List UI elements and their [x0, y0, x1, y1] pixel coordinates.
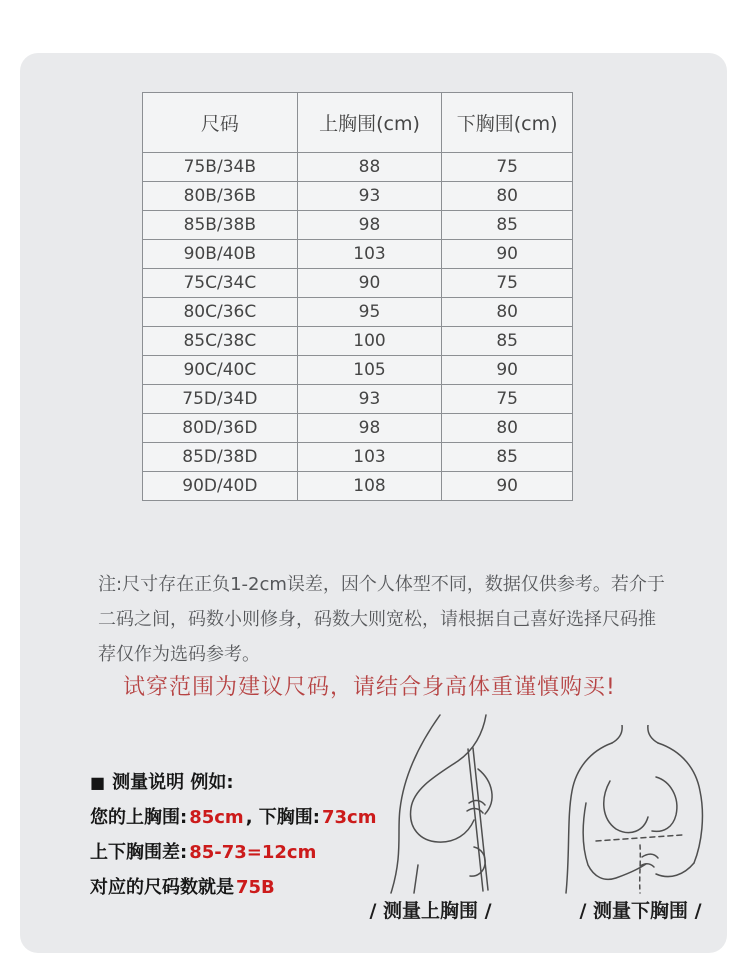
lower-bust-figure — [542, 725, 727, 895]
table-row — [143, 211, 573, 240]
table-row — [143, 153, 573, 182]
table-row — [143, 240, 573, 269]
lower-bust-cell: 80 — [442, 182, 573, 211]
measurement-heading-label: 测量说明 例如: — [112, 772, 234, 793]
size-cell: 85C/38C — [143, 327, 298, 356]
result-size-label: 对应的尺码数就是 — [90, 877, 234, 898]
size-note-line: 注:尺寸存在正负1-2cm误差，因个人体型不同，数据仅供参考。若介于 — [98, 574, 665, 595]
lower-bust-value: 73cm — [322, 807, 377, 828]
size-cell: 80D/36D — [143, 414, 298, 443]
upper-bust-caption: / 测量上胸围 / — [369, 900, 492, 922]
upper-bust-value: 85cm — [189, 807, 244, 828]
upper-bust-figure — [352, 713, 522, 895]
upper-bust-cell: 93 — [297, 182, 442, 211]
upper-bust-cell: 108 — [297, 472, 442, 501]
size-table — [142, 92, 573, 501]
lower-bust-cell: 80 — [442, 414, 573, 443]
header-size: 尺码 — [143, 93, 298, 153]
table-row — [143, 327, 573, 356]
upper-bust-cell: 103 — [297, 240, 442, 269]
upper-bust-cell: 95 — [297, 298, 442, 327]
upper-bust-cell: 98 — [297, 211, 442, 240]
lower-bust-cell: 85 — [442, 443, 573, 472]
header-lower-bust: 下胸围(cm) — [442, 93, 573, 153]
lower-bust-cell: 75 — [442, 153, 573, 182]
lower-bust-label: , 下胸围: — [245, 807, 320, 828]
upper-bust-cell: 88 — [297, 153, 442, 182]
size-cell: 75C/34C — [143, 269, 298, 298]
diff-value: 85-73=12cm — [189, 842, 317, 863]
table-row — [143, 182, 573, 211]
table-row — [143, 443, 573, 472]
upper-bust-cell: 100 — [297, 327, 442, 356]
lower-bust-cell: 90 — [442, 356, 573, 385]
fit-warning-text: 试穿范围为建议尺码，请结合身高体重谨慎购买! — [123, 675, 616, 700]
upper-bust-cell: 103 — [297, 443, 442, 472]
measurement-line-diff — [90, 835, 378, 870]
table-row — [143, 356, 573, 385]
size-note-line: 二码之间，码数小则修身，码数大则宽松，请根据自己喜好选择尺码推 — [98, 609, 656, 630]
upper-bust-cell: 98 — [297, 414, 442, 443]
upper-bust-cell: 90 — [297, 269, 442, 298]
lower-bust-cell: 90 — [442, 240, 573, 269]
measurement-example — [90, 765, 378, 905]
measurement-line-bust — [90, 800, 378, 835]
lower-bust-cell: 90 — [442, 472, 573, 501]
header-upper-bust: 上胸围(cm) — [297, 93, 442, 153]
size-note-line: 荐仅作为选码参考。 — [98, 644, 260, 665]
result-size-value: 75B — [236, 877, 275, 898]
square-bullet-icon: ■ — [90, 773, 106, 792]
table-row — [143, 414, 573, 443]
upper-bust-cell: 93 — [297, 385, 442, 414]
size-cell: 90B/40B — [143, 240, 298, 269]
lower-bust-caption: / 测量下胸围 / — [579, 900, 702, 922]
table-header-row — [143, 93, 573, 153]
table-row — [143, 298, 573, 327]
lower-bust-cell: 75 — [442, 269, 573, 298]
size-cell: 80B/36B — [143, 182, 298, 211]
table-row — [143, 472, 573, 501]
size-guide-card — [20, 53, 727, 953]
lower-bust-cell: 85 — [442, 327, 573, 356]
lower-bust-cell: 80 — [442, 298, 573, 327]
size-cell: 85B/38B — [143, 211, 298, 240]
table-row — [143, 385, 573, 414]
lower-bust-cell: 75 — [442, 385, 573, 414]
measurement-line-size — [90, 870, 378, 905]
diff-label: 上下胸围差: — [90, 842, 188, 863]
size-cell: 85D/38D — [143, 443, 298, 472]
upper-bust-label: 您的上胸围: — [90, 807, 188, 828]
table-row — [143, 269, 573, 298]
size-note — [98, 567, 678, 672]
measurement-heading — [90, 765, 378, 800]
lower-bust-cell: 85 — [442, 211, 573, 240]
size-cell: 75B/34B — [143, 153, 298, 182]
size-cell: 90D/40D — [143, 472, 298, 501]
size-cell: 80C/36C — [143, 298, 298, 327]
size-cell: 75D/34D — [143, 385, 298, 414]
upper-bust-cell: 105 — [297, 356, 442, 385]
size-cell: 90C/40C — [143, 356, 298, 385]
